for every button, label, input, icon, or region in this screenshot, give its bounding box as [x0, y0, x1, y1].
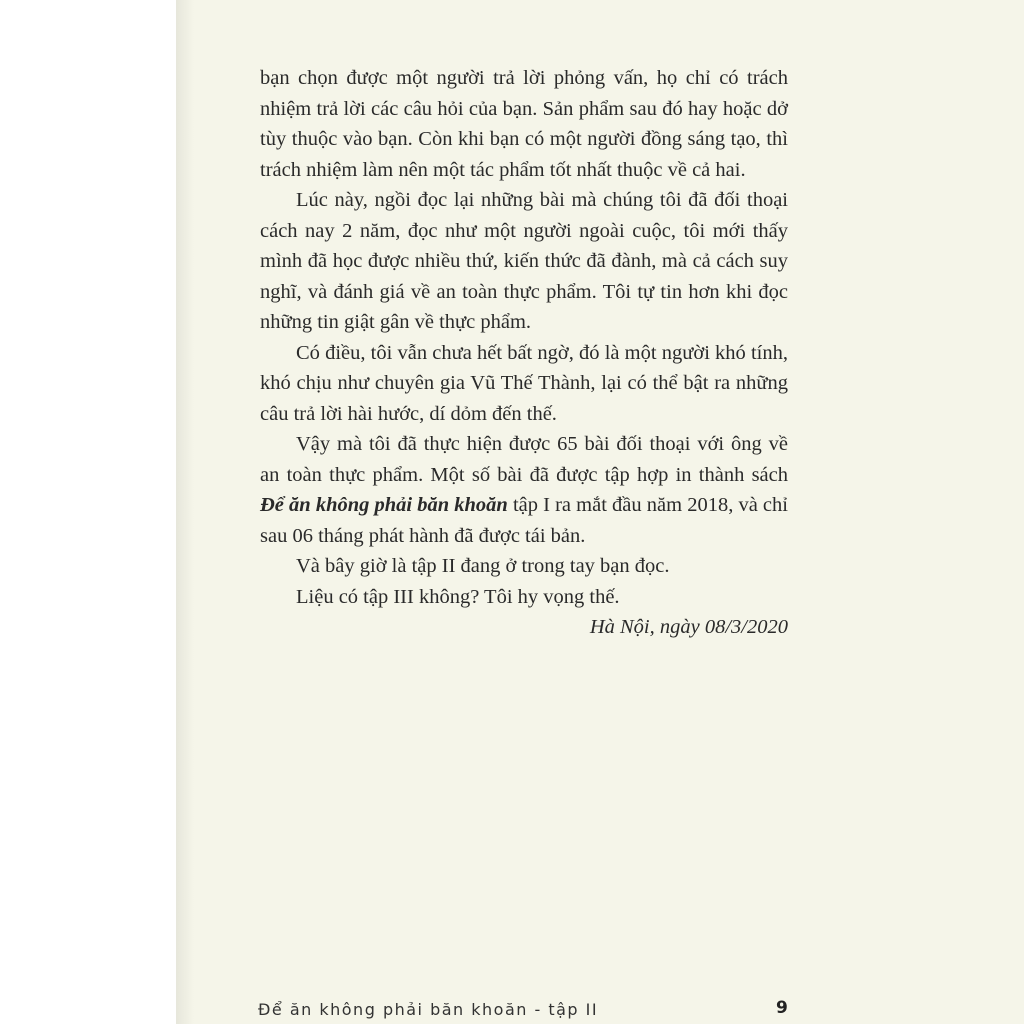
paragraph-6: Liệu có tập III không? Tôi hy vọng thế. — [296, 585, 620, 608]
paragraph-3: Có điều, tôi vẫn chưa hết bất ngờ, đó là một người khó tính, khó chịu như chuyên gia Vũ Thế Thành, lại có thể bật ra những câu trả lời hài hước, dí dỏm đến thế. — [260, 341, 788, 425]
paragraph-4-end: tập I ra mắt đầu năm 2018, và chỉ sau 06 tháng phát hành đã được tái bản. — [260, 494, 788, 547]
paragraph-2: Lúc này, ngồi đọc lại những bài mà chúng tôi đã đối thoại cách nay 2 năm, đọc như một người ngoài cuộc, tôi mới thấy mình đã học được nhiều thứ, kiến thức đã đành, mà cả cách suy nghĩ, và đánh giá về an toàn thực phẩm. Tôi tự tin hơn khi đọc những tin giật gân về thực phẩm. — [260, 189, 788, 333]
paragraph-5: Và bây giờ là tập II đang ở trong tay bạn đọc. — [296, 555, 670, 577]
page-number: 9 — [776, 998, 788, 1018]
signature-date: Hà Nội, ngày 08/3/2020 — [589, 616, 788, 638]
book-title-reference: Để ăn không phải băn khoăn — [260, 494, 508, 516]
paragraph-1: bạn chọn được một người trả lời phỏng vấn, họ chỉ có trách nhiệm trả lời các câu hỏi của bạn. Sản phẩm sau đó hay hoặc dở tùy thuộc vào bạn. Còn khi bạn có một người đồng sáng tạo, thì trách nhiệm làm nên một tác phẩm tốt nhất thuộc về cả hai. — [260, 67, 788, 181]
running-footer-title: Để ăn không phải băn khoăn - tập II — [258, 1000, 599, 1019]
page-body — [260, 63, 788, 643]
paragraph-4 — [260, 429, 788, 551]
paragraph-4-start: Vậy mà tôi đã thực hiện được 65 bài đối thoại với ông về an toàn thực phẩm. Một số bài đã được tập hợp in thành sách — [260, 433, 788, 486]
page-gutter-shadow — [176, 0, 194, 1024]
